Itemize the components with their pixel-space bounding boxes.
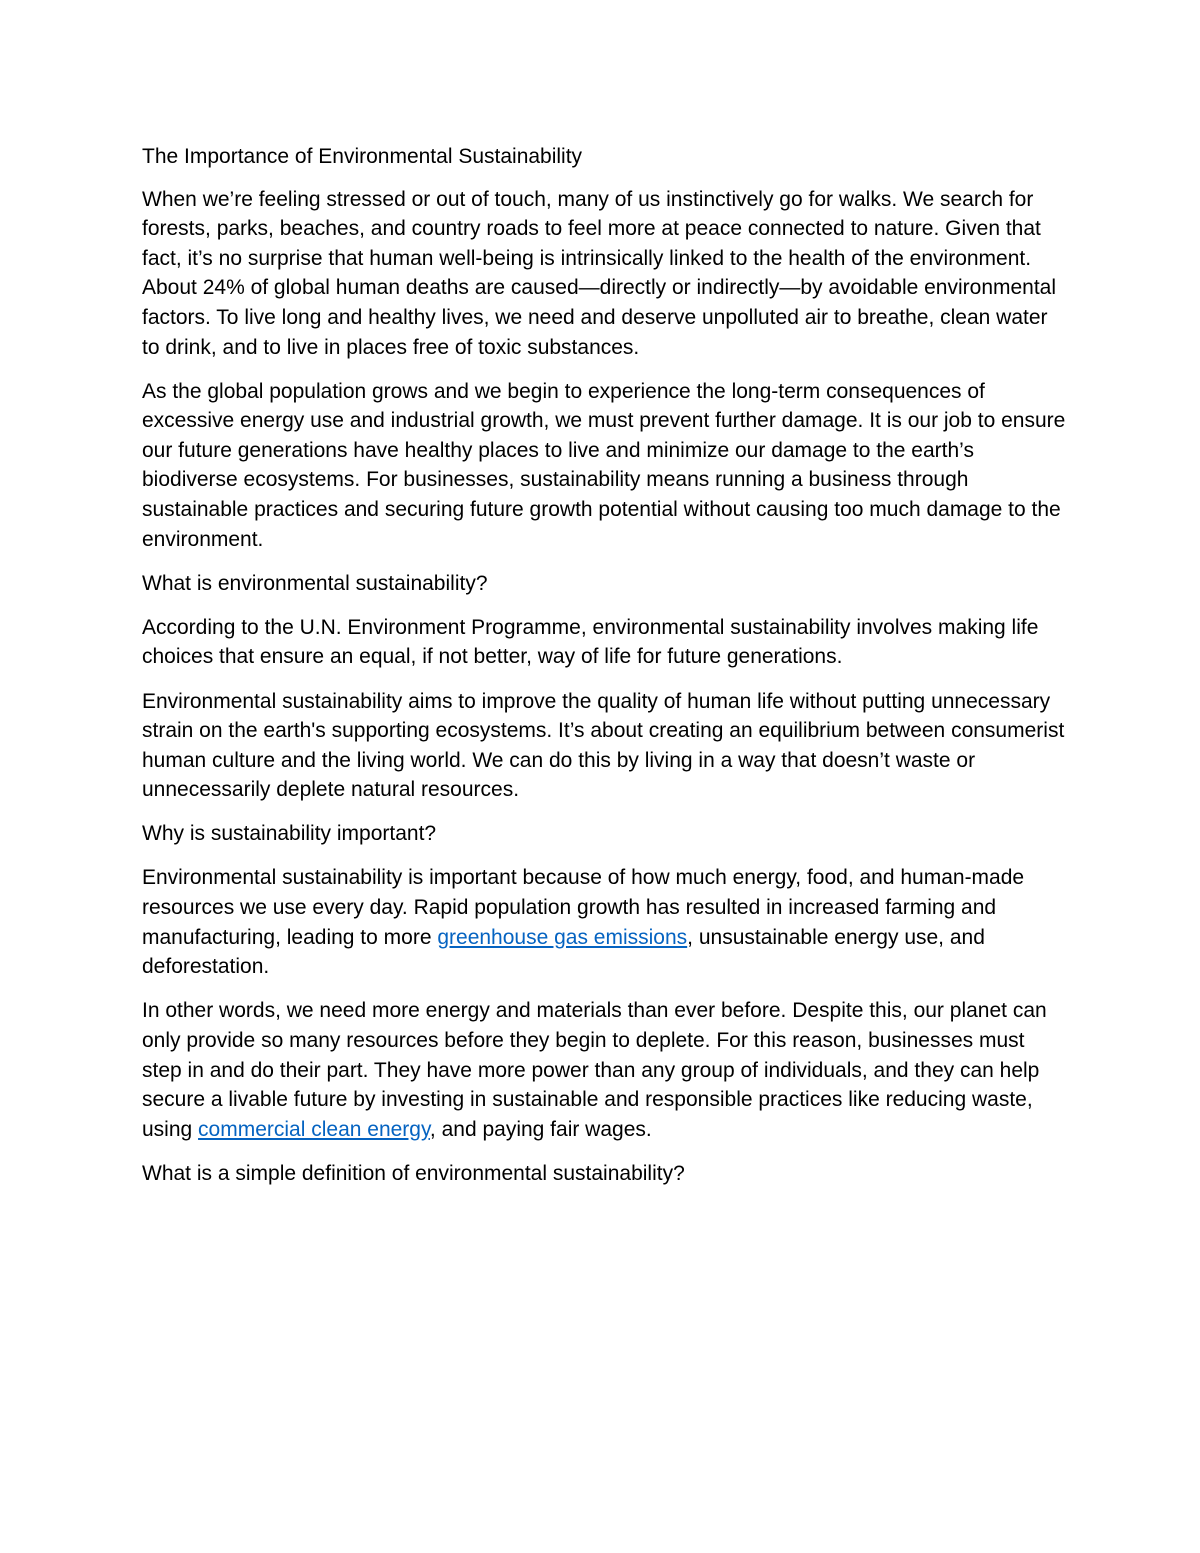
link-greenhouse-gas-emissions[interactable]: greenhouse gas emissions	[437, 925, 688, 949]
link-commercial-clean-energy[interactable]: commercial clean energy	[198, 1117, 430, 1141]
paragraph-importance-text-start: Environmental sustainability is important because of how much energy, food, and human-made resources we use every day. Rapid population growth has resulted in increased farming and manufacturing, leading to more	[142, 866, 1025, 949]
document-title: The Importance of Environmental Sustainability	[142, 145, 583, 168]
paragraph-importance	[142, 863, 1067, 981]
paragraph-aims: Environmental sustainability aims to improve the quality of human life without putting unnecessary strain on the earth's supporting ecosystems. It’s about creating an equilibrium between consumerist human culture and the living world. We can do this by living in a way that doesn’t waste or unnecessarily deplete natural resources.	[142, 689, 1065, 802]
paragraph-intro: When we’re feeling stressed or out of touch, many of us instinctively go for walks. We search for forests, parks, beaches, and country roads to feel more at peace connected to nature. Given that fact, it’s no surprise that human well-being is intrinsically linked to the health of the environment. About 24% of global human deaths are caused—directly or indirectly—by avoidable environmental factors. To live long and healthy lives, we need and deserve unpolluted air to breathe, clean water to drink, and to live in places free of toxic substances.	[142, 187, 1057, 359]
heading-what-is: What is environmental sustainability?	[142, 571, 488, 595]
paragraph-population: As the global population grows and we begin to experience the long-term consequences of excessive energy use and industrial growth, we must prevent further damage. It is our job to ensure our future generations have healthy places to live and minimize our damage to the earth’s biodiverse ecosystems. For businesses, sustainability means running a business through sustainable practices and securing future growth potential without causing too much damage to the environment.	[142, 379, 1066, 551]
paragraph-un-definition: According to the U.N. Environment Programme, environmental sustainability involves making life choices that ensure an equal, if not better, way of life for future generations.	[142, 615, 1039, 669]
paragraph-importance-text-end: , unsustainable energy use, and deforestation.	[142, 925, 985, 979]
heading-why-important: Why is sustainability important?	[142, 822, 437, 846]
paragraph-businesses-text-start: In other words, we need more energy and materials than ever before. Despite this, our planet can only provide so many resources before they begin to deplete. For this reason, businesses must step in and do their part. They have more power than any group of individuals, and they can help secure a livable future by investing in sustainable and responsible practices like reducing waste, using	[142, 999, 1047, 1141]
paragraph-businesses	[142, 996, 1067, 1144]
paragraph-businesses-text-end: , and paying fair wages.	[429, 1117, 652, 1141]
document-page	[142, 142, 1067, 1203]
heading-simple-definition: What is a simple definition of environmental sustainability?	[142, 1161, 685, 1185]
